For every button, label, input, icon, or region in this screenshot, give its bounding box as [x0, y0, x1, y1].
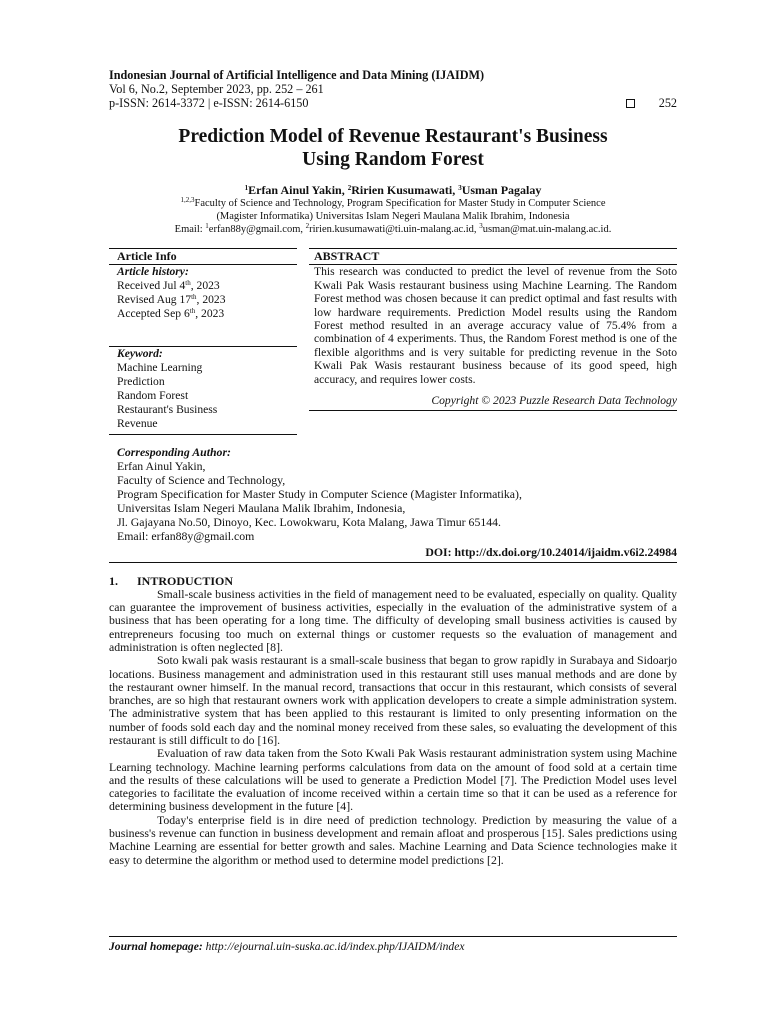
paragraph: Evaluation of raw data taken from the Soto Kwali Pak Wasis restaurant administration system using Machine Learning technology. Machine learning performs calculations from data on the amount of food sold at a certain time and the results of these calculations will be used to generate a Prediction Model [7]. The Prediction Model uses level categories to facilitate the evaluation of income received within a certain time so that it can be used as a reference for determining business development in the future [4]. [109, 746, 677, 814]
abstract-heading: ABSTRACT [314, 249, 380, 264]
paragraph: Today's enterprise field is in dire need of prediction technology. Prediction by measuring the value of a business's revenue can function in business development and remain afloat and prosperous [15]. Sales predictions using Machine Learning are essential for better growth and sales. Machine Learning and Data Science technologies make it easy to determine the algorithm or method used to determine model predictions [2]. [109, 812, 677, 867]
keyword-item: Random Forest [117, 389, 189, 403]
corr-line: Faculty of Science and Technology, [117, 473, 286, 488]
keyword-label: Keyword: [117, 347, 163, 361]
issn-info: p-ISSN: 2614-3372 | e-ISSN: 2614-6150 [109, 96, 309, 110]
title-line: Prediction Model of Revenue Restaurant's Business [178, 126, 608, 147]
keyword-item: Prediction [117, 375, 165, 389]
title-line: Using Random Forest [302, 149, 484, 170]
keywords [109, 347, 297, 431]
author-name: Erfan Ainul Yakin, [248, 183, 348, 197]
author-sup: 2 [347, 184, 352, 192]
corresponding-author [109, 446, 677, 543]
corr-line: Jl. Gajayana No.50, Dinoyo, Kec. Lowokwaru, Kota Malang, Jawa Timur 65144. [117, 514, 501, 529]
corr-line: Program Specification for Master Study in Computer Science (Magister Informatika), [117, 487, 522, 502]
page-number-area [626, 96, 677, 110]
history-label: Article history: [117, 265, 189, 279]
keyword-item: Restaurant's Business [117, 403, 218, 417]
affil-line: (Magister Informatika) Universitas Islam Negeri Maulana Malik Ibrahim, Indonesia [216, 210, 570, 222]
keyword-item: Machine Learning [117, 361, 203, 375]
author-name: Ririen Kusumawati, [351, 183, 459, 197]
article-history [109, 265, 297, 321]
corresponding-label: Corresponding Author: [117, 445, 231, 460]
author-name: Usman Pagalay [461, 183, 542, 197]
corr-line: Erfan Ainul Yakin, [117, 459, 206, 474]
journal-footer [109, 936, 677, 953]
section-body [109, 588, 677, 867]
paragraph: Soto kwali pak wasis restaurant is a small-scale business that began to grow rapidly in Surabaya and Sidoarjo locations. Business management and administration used in this restaurant still uses manual methods and are done by the restaurant owner himself. In the manual record, transactions that occur in this restaurant, which consists of several branches, are so high that restaurant owners work with application developers to create a simple administration system. The administrative system that has been applied to this restaurant is limited to only presenting information on the number of foods sold each day and the nominal money received from these sales, so evaluating the development of this restaurant is still difficult to do [16]. [109, 653, 677, 747]
section-heading [109, 574, 677, 588]
affil-line: Faculty of Science and Technology, Program Specification for Master Study in Computer Science [194, 198, 606, 209]
email-line: Email: $^1$erfan88y@gmail.com, $^2$ririen.kusumawati@ti.uin-malang.ac.id, $^3$usman@mat.uin-malang.ac.id. [174, 221, 612, 235]
journal-name: Indonesian Journal of Artificial Intelligence and Data Mining (IJAIDM) [109, 68, 485, 82]
volume-info: Vol 6, No.2, September 2023, pp. 252 – 261 [109, 82, 324, 96]
copyright: Copyright © 2023 Puzzle Research Data Technology [431, 394, 677, 408]
section-number: 1. [109, 573, 118, 588]
article-info-column [109, 248, 297, 435]
author-sup: 3 [458, 184, 462, 192]
paper-title [109, 125, 677, 171]
email-3: usman@mat.uin-malang.ac.id. [482, 223, 612, 235]
corr-line: Universitas Islam Negeri Maulana Malik Ibrahim, Indonesia, [117, 501, 406, 516]
revised-date: Revised Aug 17th, 2023 [117, 293, 226, 307]
paragraph: Small-scale business activities in the field of management need to be evaluated, especially on quality. Quality can guarantee the improvement of business activities, especially in the evaluation of the administrative system of a business that has been operating for a long time. The difficulty of developing small business activities is caused by entrepreneurs focusing too much on external things or customer requests so the evaluation of management and administration is often neglected [8]. [109, 586, 677, 654]
paper-page [109, 68, 677, 867]
email-1: erfan88y@gmail.com, [208, 223, 306, 235]
running-header [109, 68, 677, 110]
corr-line: Email: erfan88y@gmail.com [117, 528, 255, 543]
abstract-text: This research was conducted to predict the level of revenue from the Soto Kwali Pak Wasis restaurant business using Machine Learning. The Random Forest method was chosen because it can predict optimal and fast results with low hardware requirements. Prediction Model results using the Random Forest method resulted in an average accuracy value of 75.4% from a combination of 4 experiments. Thus, the Random Forest method is one of the flexible algorithms and is very suitable for predicting revenue in the Soto Kwali Pak Wasis restaurant business because of its good speed, high accuracy, and requires lower costs. [314, 265, 677, 386]
abstract-column [309, 248, 677, 411]
square-bullet-icon [626, 99, 635, 108]
affiliation [109, 198, 677, 236]
keyword-item: Revenue [117, 417, 158, 431]
journal-homepage-link[interactable]: http://ejournal.uin-suska.ac.id/index.php/IJAIDM/index [205, 940, 465, 953]
email-2: ririen.kusumawati@ti.uin-malang.ac.id, [309, 223, 480, 235]
received-date: Received Jul 4th, 2023 [117, 279, 220, 293]
article-info-heading: Article Info [117, 249, 177, 264]
affil-sup: 1,2,3 [180, 196, 195, 204]
page-number: 252 [658, 96, 677, 110]
doi-link[interactable]: DOI: http://dx.doi.org/10.24014/ijaidm.v6i2.24984 [425, 544, 677, 559]
article-info-block [109, 248, 677, 442]
accepted-date: Accepted Sep 6th, 2023 [117, 307, 225, 321]
author-sup: 1 [244, 184, 249, 192]
section-title: INTRODUCTION [137, 573, 234, 588]
footer-label: Journal homepage: [109, 940, 203, 953]
